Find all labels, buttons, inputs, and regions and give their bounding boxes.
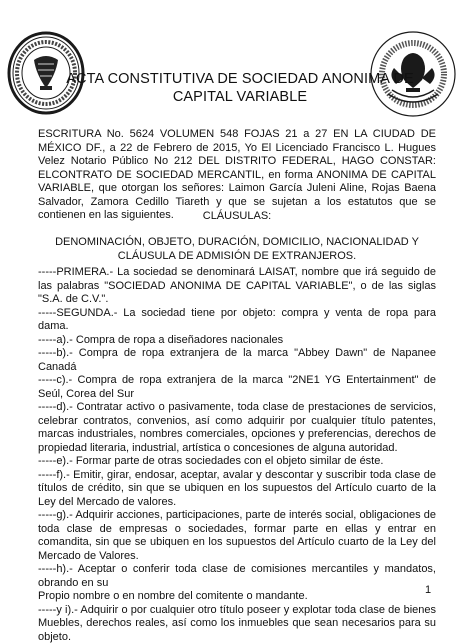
document-title [60,70,420,106]
clause-c: -----c).- Compra de ropa extranjera de la marca "2NE1 YG Entertainment" de Seúl, Corea del Sur [38,374,436,401]
page-number: 1 [425,584,431,596]
title-line-1: ACTA CONSTITUTIVA DE SOCIEDAD ANONIMA DE [60,70,420,88]
clausulas-heading: CLÁUSULAS: [38,210,436,224]
clause-h-continuation: Propio nombre o en nombre del comitente o mandante. [38,590,436,604]
section-heading: DENOMINACIÓN, OBJETO, DURACIÓN, DOMICILIO, NACIONALIDAD Y CLÁUSULA DE ADMISIÓN DE EXTRANJEROS. [38,236,436,263]
intro-paragraph: ESCRITURA No. 5624 VOLUMEN 548 FOJAS 21 a 27 EN LA CIUDAD DE MÉXICO DF., a 22 de Febrero de 2015, Yo El Licenciado Francisco L. Hugues Velez Notario Público No 212 DEL DISTRITO FEDERAL, HAGO CONSTAR: ELCONTRATO DE SOCIEDAD MERCANTIL, en forma ANONIMA DE CAPITAL VARIABLE, que otorgan los señores: Laimon García Juleni Aline, Rojas Baena Salvador, Zamora Cedillo Tiareth y que se sujetan a los estatutos que se contienen en las siguientes. [38,128,436,223]
clause-a: -----a).- Compra de ropa a diseñadores nacionales [38,334,436,348]
clause-e: -----e).- Formar parte de otras sociedades con el objeto similar de éste. [38,455,436,469]
clause-segunda: -----SEGUNDA.- La sociedad tiene por objeto: compra y venta de ropa para dama. [38,307,436,334]
clauses-list [38,266,436,644]
clause-f: -----f).- Emitir, girar, endosar, aceptar, avalar y descontar y suscribir toda clase de títulos de crédito, sin que se ubiquen en los supuestos del Artículo cuarto de la Ley del Mercado de valores. [38,469,436,510]
clause-i: -----y i).- Adquirir o por cualquier otro título poseer y explotar toda clase de bienes Muebles, derechos reales, así como los inmuebles que sean necesarios para su objeto. [38,604,436,644]
clause-g: -----g).- Adquirir acciones, participaciones, parte de interés social, obligaciones de toda clase de empresas o sociedades, formar parte en ellas y entrar en comandita, sin que se ubiquen en los supuestos del Artículo cuarto de la Ley del Mercado de Valores. [38,509,436,563]
clause-b: -----b).- Compra de ropa extranjera de la marca "Abbey Dawn" de Napanee Canadá [38,347,436,374]
clause-primera: -----PRIMERA.- La sociedad se denominará LAISAT, nombre que irá seguido de las palabras "SOCIEDAD ANONIMA DE CAPITAL VARIABLE", o de las siglas "S.A. de C.V.". [38,266,436,307]
title-line-2: CAPITAL VARIABLE [60,88,420,106]
clause-h: -----h).- Aceptar o conferir toda clase de comisiones mercantiles y mandatos, obrando en su [38,563,436,590]
clause-d: -----d).- Contratar activo o pasivamente, toda clase de prestaciones de servicios, celebrar contratos, convenios, así como adquirir por cualquier título patentes, marcas industriales, nombres comerciales, opciones y preferencias, derechos de propiedad literaria, industrial, artística o concesiones de alguna autoridad. [38,401,436,455]
